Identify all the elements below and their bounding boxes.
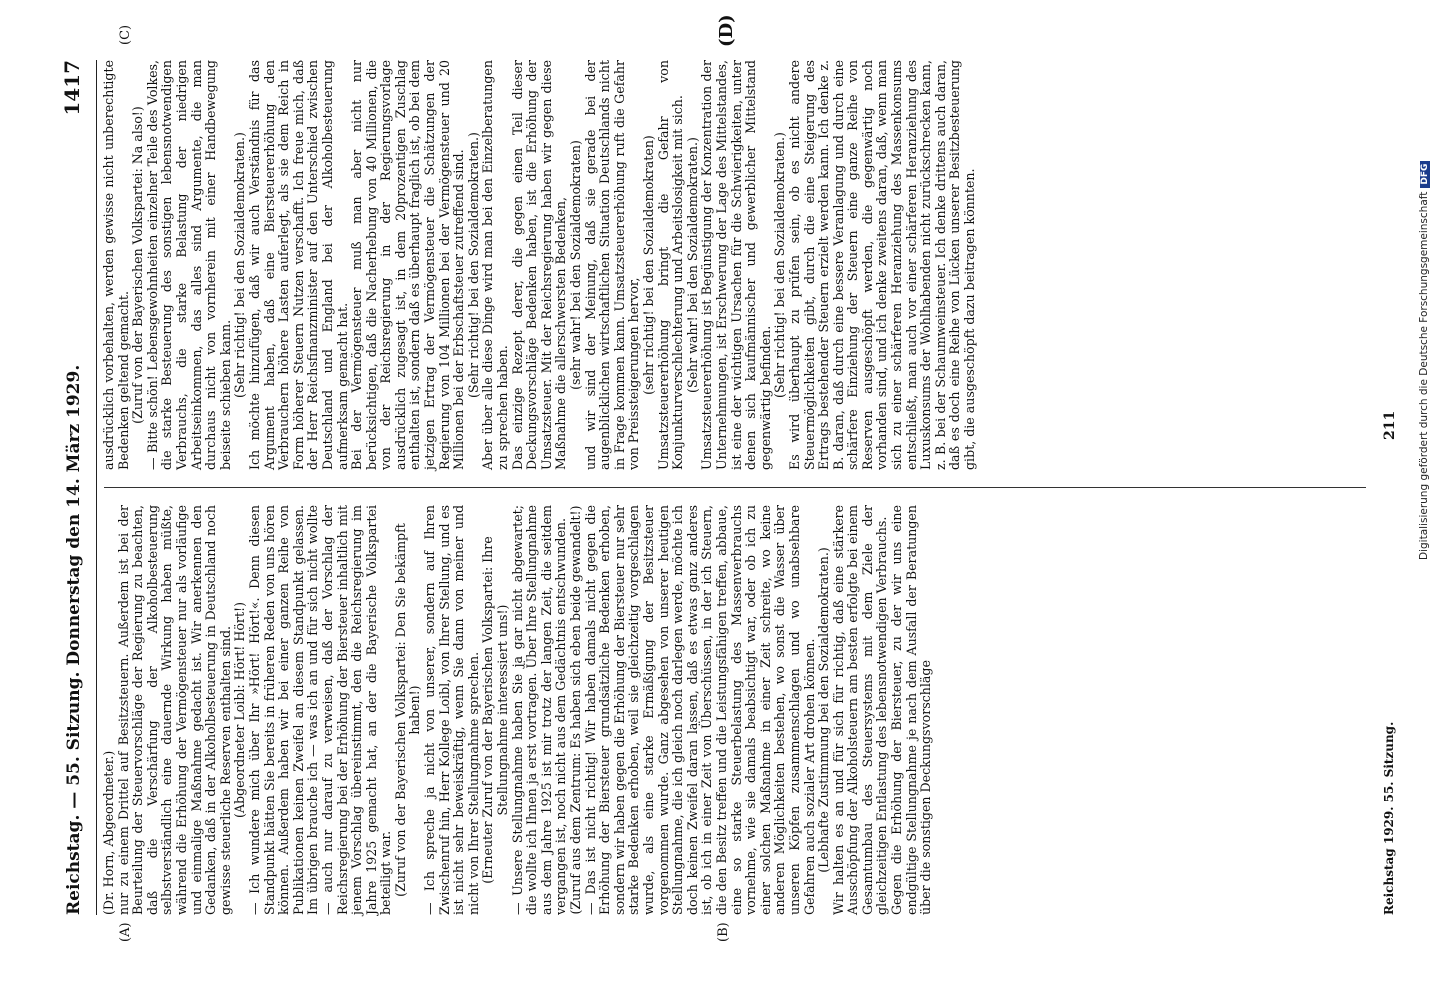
paragraph: Wir halten es an und für sich für richtig, daß eine stärkere Ausschöpfung der Alkoholsteuern am besten erfolgte bei einem Gesamtumbau des Steuersystems mit dem Ziele der gleichzeitigen Entlastung des lebensnotwendigen Verbrauchs.	[830, 505, 890, 915]
interjection: (Erneuter Zuruf von der Bayerischen Volkspartei: Ihre Stellungnahme interessiert uns!)	[480, 536, 511, 884]
interjection: (Sehr richtig! bei den Sozialdemokraten.)	[465, 132, 481, 398]
paragraph: Gegen die Erhöhung der Biersteuer, zu der wir uns eine endgültige Stellungnahme je nach dem Ausfall der Beratungen über die sonstigen Deckungsvorschläge	[889, 505, 934, 915]
paragraph: — Das ist nicht richtig! Wir haben damals nicht gegen die Erhöhung der Biersteuer grundsätzliche Bedenken erhoben, sondern wir haben gegen die Erhöhung der Biersteuer nur sehr starke Bedenken erhoben, weil sie gleichzeitig vorgeschlagen wurde, als eine starke Ermäßigung der Besitzsteuer vorgenommen wurde. Ganz abgesehen von unserer heutigen Stellungnahme, die ich gleich noch darlegen werde, möchte ich doch keinen Zweifel daran lassen, daß es etwas ganz anderes ist, ob ich in einer Zeit von Überschüssen, in der ich Steuern, die den Besitz treffen und die Leistungsfähigen treffen, abbaue, eine so starke Steuerbelastung des Massenverbrauchs vornehme, wie sie damals beabsichtigt war, oder ob ich zu einer solchen Maßnahme in einer Zeit schreite, wo keine anderen Möglichkeiten bestehen, wo sonst die Wasser über unseren Köpfen zusammenschlagen und wo unabsehbare Gefahren auch sozialer Art drohen können.	[582, 505, 817, 915]
paragraph: — Unsere Stellungnahme haben Sie ja gar nicht abgewartet; die wollte ich Ihnen ja erst vortragen. Über Ihre Stellungnahme aus dem Jahre 1925 ist mir trotz der langen Zeit, die seitdem vergangen ist, noch nicht aus dem Gedächtnis entschwunden.	[509, 505, 569, 915]
paragraph: Ich möchte hinzufügen, daß wir auch Verständnis für das Argument haben, daß eine Biersteuererhöhung den Verbrauchern höhere Lasten auferlegt, als sie dem Reich in Form höherer Steuern Nutzen verschafft. Ich freue mich, daß der Herr Reichsfinanzminister auf den Unterschied zwischen Deutschland und England bei der Alkoholbesteuerung aufmerksam gemacht hat.	[246, 60, 350, 470]
margin-marker-d: (D)	[716, 14, 737, 47]
interjection: (Zuruf von der Bayerischen Volkspartei: Na also!)	[130, 106, 146, 424]
page-number: 1417	[60, 60, 84, 116]
column-right	[102, 60, 978, 470]
paragraph: Bei der Vermögensteuer muß man aber nicht nur berücksichtigen, daß die Nacherhebung von 40 Millionen, die von der Reichsregierung in der Regierungsvorlage ausdrücklich zugesagt ist, in dem 20prozentigen Zuschlag enthalten ist, sondern daß es überhaupt fraglich ist, ob bei dem jetzigen Ertrag der Vermögensteuer die Schätzungen der Regierung von 104 Millionen bei der Vermögensteuer und 20 Millionen bei der Erbschaftsteuer zutreffend sind.	[349, 60, 467, 470]
running-header	[60, 60, 92, 915]
paragraph: (Dr. Horn, Abgeordneter.)	[101, 750, 116, 915]
running-title: Reichstag. — 55. Sitzung. Donnerstag den 14. März 1929.	[64, 364, 84, 915]
digitization-note	[1418, 160, 1430, 560]
dfg-logo: DFG	[1420, 161, 1430, 188]
interjection: (sehr wahr! bei den Sozialdemokraten)	[568, 140, 583, 390]
margin-marker-a: (A)	[118, 922, 133, 942]
interjection: (Abgeordneter Loibl: Hört! Hört!)	[232, 602, 248, 818]
paragraph: Umsatzsteuererhöhung bringt die Gefahr von Konjunkturverschlechterung und Arbeitslosigkeit mit sich.	[655, 60, 686, 470]
paragraph: Aber über alle diese Dinge wird man bei den Einzelberatungen zu sprechen haben.	[480, 60, 511, 470]
footer-signature: 211	[1382, 410, 1398, 440]
paragraph: und wir sind der Meinung, daß sie gerade bei der augenblicklichen wirtschaftlichen Situation Deutschlands nicht in Frage kommen kann. Umsatzsteuererhöhung ruft die Gefahr von Preissteigerungen hervor,	[582, 60, 642, 470]
header-rule	[96, 60, 97, 915]
paragraph: Umsatzsteuererhöhung ist Begünstigung der Konzentration der Unternehmungen, ist Erschwerung der Lage des Mittelstandes, ist eine der wichtigen Ursachen für die Schwierigkeiten, unter denen sich kaufmännischer und gewerblicher Mittelstand gegenwärtig befinden.	[699, 60, 773, 470]
margin-marker-b: (B)	[716, 922, 731, 942]
column-divider	[104, 487, 1366, 488]
column-left	[102, 505, 934, 915]
interjection: (Lebhafte Zustimmung bei den Sozialdemokraten.)	[816, 547, 832, 873]
interjection: (sehr richtig! bei den Sozialdemokraten)	[640, 135, 656, 395]
interjection: (Zuruf aus dem Zentrum: Es haben sich eben beide gewandelt!)	[568, 505, 583, 915]
interjection: (Zuruf von der Bayerischen Volkspartei: Den Sie bekämpft haben!)	[392, 523, 423, 897]
paragraph: Es wird überhaupt zu prüfen sein, ob es nicht andere Steuermöglichkeiten gibt, durch die eine Steigerung des Ertrags bestehender Steuern erzielt werden kann. Ich denke z. B. daran, daß durch eine bessere Veranlagung und durch eine schärfere Einziehung der Steuern eine ganze Reihe von Reserven ausgeschöpft werden, die gegenwärtig noch vorhanden sind, und ich denke zweitens daran, daß, wenn man sich zu einer schärferen Heranziehung des Massenkonsums entschließt, man auch vor einer schärferen Heranziehung des Luxuskonsums der Wohlhabenden nicht zurückschrecken kann, z. B. bei der Schaumweinsteuer. Ich denke drittens auch daran, daß es doch eine Reihe von Lücken unserer Besitzbesteuerung gibt, die ausgeschöpft dazu beitragen könnten.	[786, 60, 978, 470]
interjection: (Sehr richtig! bei den Sozialdemokraten.)	[232, 132, 248, 398]
interjection: (Sehr richtig! bei den Sozialdemokraten.)	[772, 132, 788, 398]
interjection: (Sehr wahr! bei den Sozialdemokraten.)	[684, 137, 700, 393]
paragraph: — Bitte schön! Lebensgewohnheiten einzelner Teile des Volkes, die starke Besteuerung des sonstigen lebensnotwendigen Verbrauchs, die starke Belastung der niedrigen Arbeitseinkommen, das alles sind Argumente, die man durchaus nicht von vornherein mit einer Handbewegung beiseite schieben kann.	[144, 60, 233, 470]
paragraph: — Ich spreche ja nicht von unserer, sondern auf Ihren Zwischenruf hin, Herr Kollege Loibl, von Ihrer Stellung, und es ist nicht sehr beweiskräftig, wenn Sie dann von meiner und nicht von Ihrer Stellungnahme sprechen.	[422, 505, 481, 915]
paragraph: ausdrücklich vorbehalten, werden gewisse nicht unberechtigte Bedenken geltend gemacht.	[101, 60, 131, 470]
paragraph: — Ich wundere mich über Ihr »Hört! Hört!«. Denn diesen Standpunkt hätten Sie bereits in früheren Reden von uns hören können. Außerdem haben wir bei einer ganzen Reihe von Publikationen keinen Zweifel an diesem Standpunkt gelassen. Im übrigen brauche ich — was ich an und für sich nicht wollte — auch nur darauf zu verweisen, daß der Vorschlag der Reichsregierung bei der Erhöhung der Biersteuer inhaltlich mit jenem Vorschlag übereinstimmt, den die Reichsregierung im Jahre 1925 gemacht hat, an der die Bayerische Volkspartei beteiligt war.	[246, 505, 394, 915]
digitization-text: Digitalisierung gefördert durch die Deutsche Forschungsgemeinschaft	[1418, 191, 1430, 560]
paragraph: nur zu einem Drittel auf Besitzsteuern. Außerdem ist bei der Beurteilung der Steuervorschläge der Regierung zu beachten, daß die Verschärfung der Alkoholbesteuerung selbstverständlich eine dauernde Wirkung haben müßte, während die Erhöhung der Vermögensteuer nur als vorläufige und einmalige Maßnahme gedacht ist. Wir anerkennen den Gedanken, daß in der Alkoholbesteuerung in Deutschland noch gewisse steuerliche Reserven enthalten sind.	[115, 505, 233, 915]
margin-marker-c: (C)	[118, 24, 133, 45]
paragraph: Das einzige Rezept derer, die gegen einen Teil dieser Deckungsvorschläge Bedenken haben, ist die Erhöhung der Umsatzsteuer. Mit der Reichsregierung haben wir gegen diese Maßnahme die allerschwersten Bedenken,	[509, 60, 569, 470]
footer-session-label: Reichstag 1929. 55. Sitzung.	[1382, 721, 1396, 915]
